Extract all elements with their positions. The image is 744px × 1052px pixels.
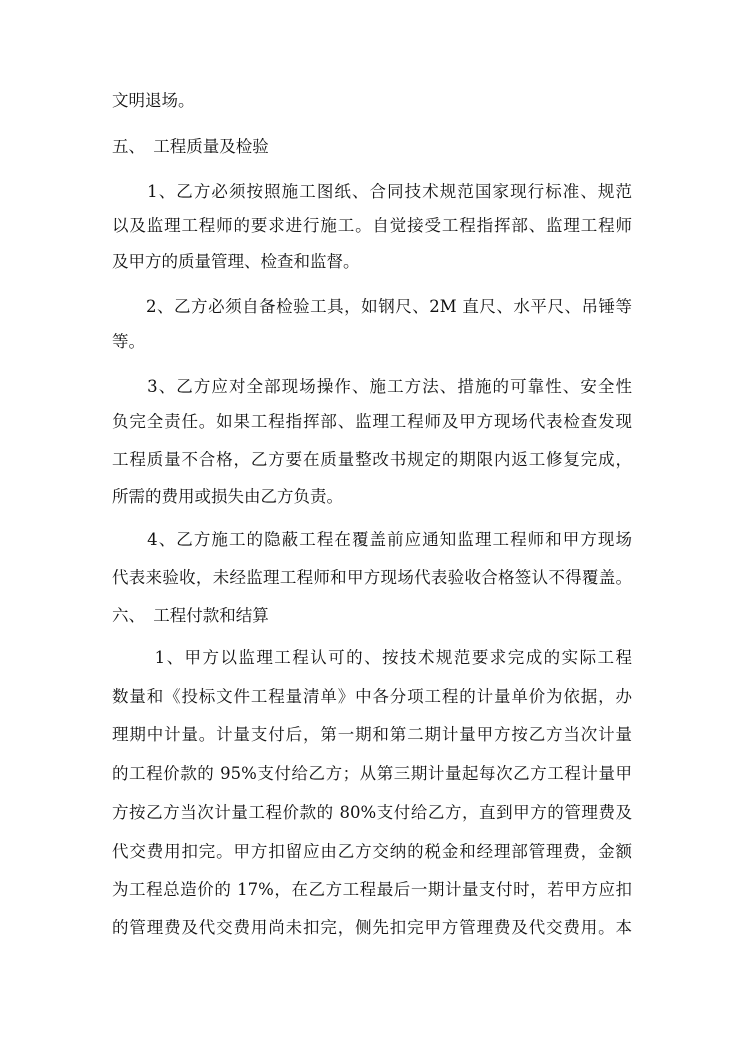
section-heading: 六、 工程付款和结算	[112, 606, 269, 625]
text-line: 所需的费用或损失由乙方负责。	[112, 487, 343, 506]
text-line: 代交费用扣完。甲方扣留应由乙方交纳的税金和经理部管理费，金额	[112, 842, 632, 861]
text-line: 工程质量不合格，乙方要在质量整改书规定的期限内返工修复完成，	[112, 450, 632, 469]
text-line: 1、乙方必须按照施工图纸、合同技术规范国家现行标准、规范	[112, 182, 632, 201]
text-line: 3、乙方应对全部现场操作、施工方法、措施的可靠性、安全性	[112, 377, 632, 396]
text-line: 的工程价款的 95%支付给乙方；从第三期计量起每次乙方工程计量甲	[112, 764, 632, 783]
text-line: 文明退场。	[112, 91, 195, 110]
text-line: 理期中计量。计量支付后，第一期和第二期计量甲方按乙方当次计量	[112, 725, 632, 744]
text-line: 为工程总造价的 17%，在乙方工程最后一期计量支付时，若甲方应扣	[112, 880, 632, 899]
text-line: 等。	[112, 332, 145, 351]
text-line: 1、甲方以监理工程认可的、按技术规范要求完成的实际工程	[112, 648, 632, 667]
section-heading: 五、 工程质量及检验	[112, 137, 269, 156]
text-line: 的管理费及代交费用尚未扣完，侧先扣完甲方管理费及代交费用。本	[112, 918, 632, 937]
text-line: 以及监理工程师的要求进行施工。自觉接受工程指挥部、监理工程师	[112, 216, 632, 235]
text-line: 2、乙方必须自备检验工具，如钢尺、2M 直尺、水平尺、吊锤等	[112, 297, 632, 316]
text-line: 负完全责任。如果工程指挥部、监理工程师及甲方现场代表检查发现	[112, 412, 632, 431]
text-line: 代表来验收，未经监理工程师和甲方现场代表验收合格签认不得覆盖。	[112, 568, 632, 587]
text-line: 方按乙方当次计量工程价款的 80%支付给乙方，直到甲方的管理费及	[112, 803, 632, 822]
text-line: 数量和《投标文件工程量清单》中各分项工程的计量单价为依据，办	[112, 687, 632, 706]
text-line: 4、乙方施工的隐蔽工程在覆盖前应通知监理工程师和甲方现场	[112, 530, 632, 549]
text-line: 及甲方的质量管理、检查和监督。	[112, 252, 360, 271]
